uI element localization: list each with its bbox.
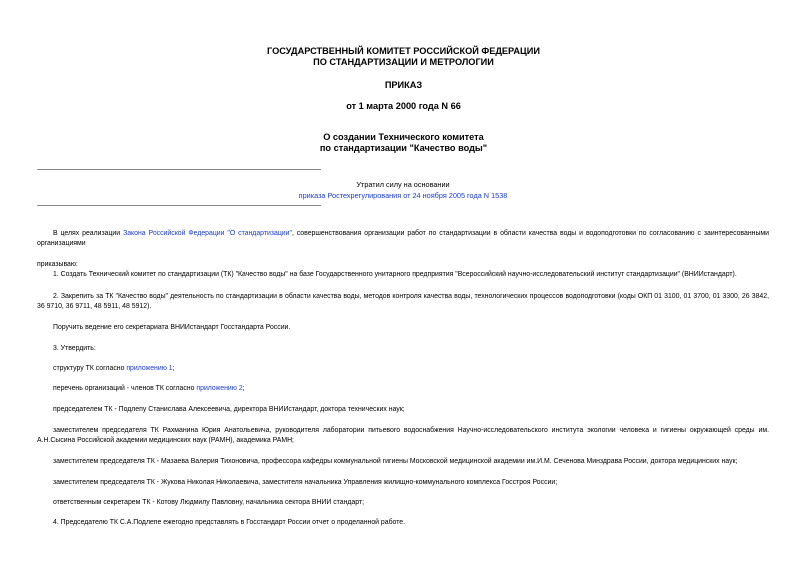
structure-text: структуру ТК согласно (53, 365, 127, 372)
appendix-2-link[interactable]: приложению 2 (196, 385, 243, 392)
document-title-line1: О создании Технического комитета (323, 132, 484, 142)
secretary-line: ответственным секретарем ТК - Котову Людмилу Павловну, начальника сектора ВНИИ стандарт; (53, 499, 365, 506)
members-text: перечень организаций - членов ТК согласно (53, 385, 197, 392)
repeal-order-link[interactable]: приказа Ростехрегулирования от 24 ноября 2005 года N 1538 (298, 191, 508, 200)
appendix-1-link[interactable]: приложению 1 (126, 365, 173, 372)
document-title-line2: по стандартизации "Качество воды" (319, 143, 488, 153)
document-type: ПРИКАЗ (384, 80, 423, 90)
status-note-link-row (37, 191, 769, 201)
item-1: 1. Создать Технический комитет по стандартизации (ТК) "Качество воды" на базе Государственного унитарного предприятия "Всероссийский научно-исследовательский институт стандартизации" (ВНИИстандарт). (53, 271, 737, 278)
members-end: ; (242, 385, 245, 392)
members-line (37, 384, 769, 394)
standardization-law-link[interactable]: Закона Российской Федерации "О стандартизации" (123, 230, 292, 237)
item-3: 3. Утвердить: (53, 345, 96, 352)
deputy-3-line: заместителем председателя ТК - Жукова Николая Николаевича, заместителя начальника Управления жилищно-коммунального комплекса Госстроя России; (53, 479, 558, 486)
intro-text-start: В целях реализации (53, 230, 124, 237)
document-date: от 1 марта 2000 года N 66 (346, 101, 461, 111)
item-4: 4. Председателю ТК С.А.Подлепе ежегодно представлять в Госстандарт России отчет о проделанной работе. (53, 519, 406, 526)
structure-end: ; (172, 365, 175, 372)
status-note-text: Утратил силу на основании (356, 180, 450, 189)
deputy-2-line: заместителем председателя ТК - Мазаева Валерия Тихоновича, профессора кафедры коммунальной гигиены Московской медицинской академии им.И.М. Сеченова Минздрава России, доктора медицинских наук; (53, 458, 738, 465)
divider-top (37, 169, 321, 170)
item-2-secretariat: Поручить ведение его секретариата ВНИИстандарт Госстандарта России. (53, 324, 291, 331)
committee-name-line1: ГОСУДАРСТВЕННЫЙ КОМИТЕТ РОССИЙСКОЙ ФЕДЕРАЦИИ (267, 46, 540, 56)
structure-line (37, 364, 769, 374)
intro-text-end: , совершенствования организации работ по стандартизации в области качества воды и водоподготовки по согласованию с заинтересованными организациями (37, 230, 769, 247)
deputy-1-line: заместителем председателя ТК Рахманина Юрия Анатольевича, руководителя лаборатории питьевого водоснабжения Научно-исследовательского института экологии человека и гигиены окружающей среды им. А.Н.Сысина Российской академии медицинских наук (РАМН), академика РАМН; (37, 427, 769, 444)
order-word: приказываю: (37, 261, 78, 268)
intro-paragraph (37, 229, 769, 248)
divider-bottom (37, 205, 321, 206)
item-2: 2. Закрепить за ТК "Качество воды" деятельность по стандартизации в области качества воды, методов контроля качества воды, технологических процессов водоподготовки (коды ОКП 01 3100, 01 3700, 01 3300, 26 3842, 36 9710, 36 9711, 48 5911, 48 5912). (37, 293, 769, 310)
committee-name-line2: ПО СТАНДАРТИЗАЦИИ И МЕТРОЛОГИИ (313, 57, 494, 67)
chairman-line: председателем ТК - Подлепу Станислава Алексеевича, директора ВНИИстандарт, доктора технических наук; (53, 406, 405, 413)
